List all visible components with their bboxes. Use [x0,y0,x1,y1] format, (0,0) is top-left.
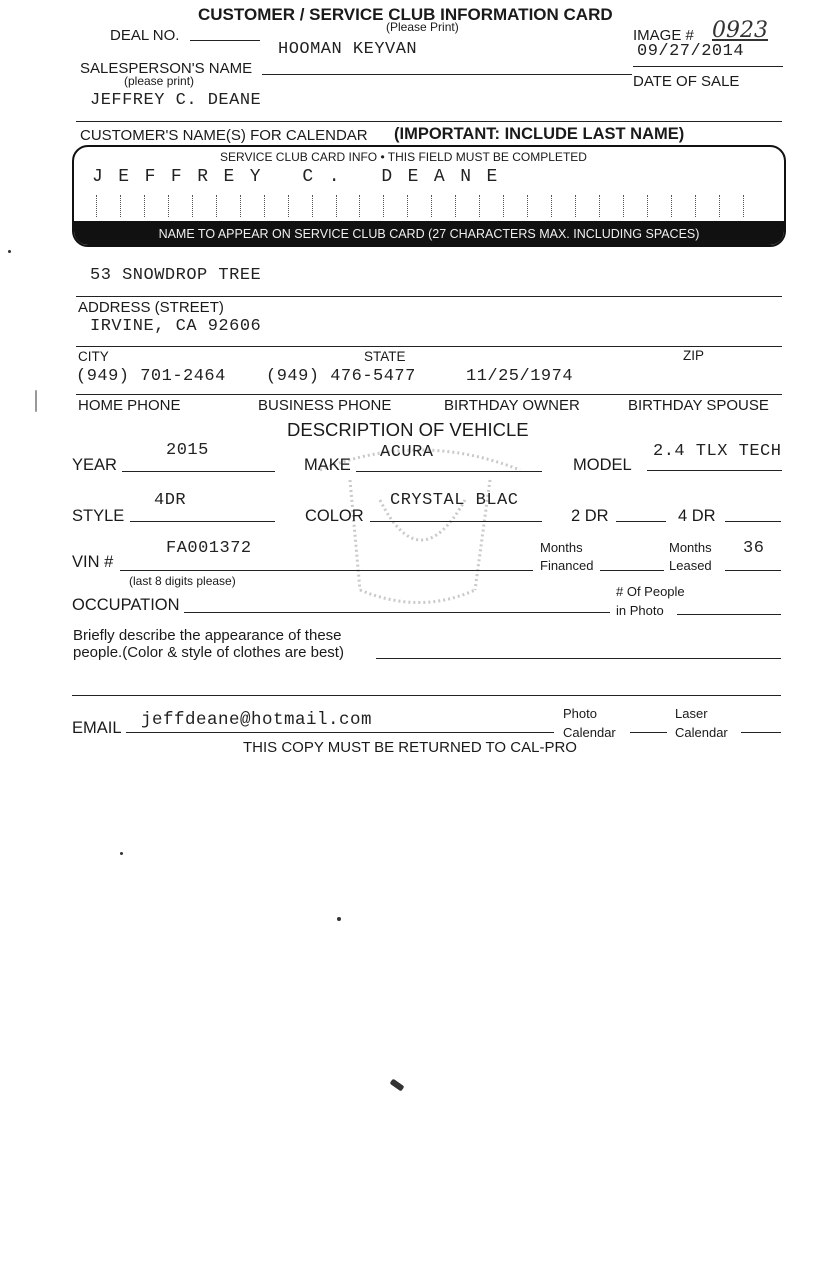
salesperson-value: HOOMAN KEYVAN [278,40,418,59]
customer-name-value: JEFFREY C. DEANE [90,91,262,110]
make-line [356,471,542,472]
email-line [126,732,554,733]
service-club-name-value: JEFFREY C. DEANE [92,167,513,187]
leased-label: Leased [669,558,712,573]
people-in-photo-label-bottom: in Photo [616,603,664,618]
birthday-owner-label: BIRTHDAY OWNER [444,397,580,414]
home-phone-label: HOME PHONE [78,397,181,414]
style-label: STYLE [72,507,125,525]
year-value: 2015 [166,441,209,460]
describe-line-2 [72,695,781,696]
birthday-spouse-label: BIRTHDAY SPOUSE [628,397,769,414]
business-phone-value: (949) 476-5477 [266,367,416,386]
customer-name-line [76,121,782,122]
service-club-header: SERVICE CLUB CARD INFO • THIS FIELD MUST BE COMPLETED [220,150,587,164]
four-door-line [725,521,781,522]
salesperson-label: SALESPERSON'S NAME [80,60,253,77]
image-number-value: 0923 [712,18,768,43]
city-label: CITY [78,349,109,364]
salesperson-line [262,74,632,75]
deal-no-line [190,40,260,41]
important-note: (IMPORTANT: INCLUDE LAST NAME) [394,125,685,143]
street-label: ADDRESS (STREET) [78,299,224,316]
birthday-owner-value: 11/25/1974 [466,367,574,386]
deal-no-label: DEAL NO. [110,27,180,44]
city-value: IRVINE, CA 92606 [90,317,262,336]
laser-calendar-label: Calendar [675,725,728,740]
service-club-footer: NAME TO APPEAR ON SERVICE CLUB CARD (27 CHARACTERS MAX. INCLUDING SPACES) [158,227,700,241]
four-door-label: 4 DR [678,507,716,525]
vin-label: VIN # [72,553,114,571]
two-door-label: 2 DR [571,507,609,525]
occupation-label: OCCUPATION [72,596,180,614]
date-of-sale-label: DATE OF SALE [633,73,740,90]
city-line [76,346,782,347]
home-phone-value: (949) 701-2464 [76,367,226,386]
date-line [633,66,783,67]
vehicle-section-title: DESCRIPTION OF VEHICLE [287,419,529,440]
scan-speck [390,1079,405,1092]
photo-calendar-label: Calendar [563,725,616,740]
color-label: COLOR [305,507,364,525]
model-value: 2.4 TLX TECH [653,442,782,461]
people-line [677,614,781,615]
card-title: CUSTOMER / SERVICE CLUB INFORMATION CARD [198,5,613,24]
describe-line-1 [376,658,781,659]
return-notice: THIS COPY MUST BE RETURNED TO CAL-PRO [243,739,577,756]
model-label: MODEL [573,456,632,474]
zip-label: ZIP [683,348,705,363]
color-value: CRYSTAL BLAC [390,491,519,510]
year-label: YEAR [72,456,117,474]
vin-line [120,570,533,571]
occupation-line [184,612,610,613]
email-label: EMAIL [72,719,122,737]
financed-line [600,570,664,571]
photo-calendar-line [630,732,667,733]
scan-speck [8,250,11,253]
phone-line [76,394,782,395]
vin-value: FA001372 [166,539,252,558]
business-phone-label: BUSINESS PHONE [258,397,392,414]
months-leased-label-top: Months [669,540,712,555]
image-number-label: IMAGE # [633,27,694,44]
year-line [122,471,275,472]
people-in-photo-label-top: # Of People [616,584,685,599]
leased-line [725,570,781,571]
make-label: MAKE [304,456,351,474]
salesperson-hint: (please print) [124,74,195,88]
state-label: STATE [364,349,406,364]
scan-speck [120,852,123,855]
describe-label-1: Briefly describe the appearance of these [73,627,342,644]
model-line [647,470,782,471]
style-line [130,521,275,522]
financed-label: Financed [540,558,594,573]
laser-label: Laser [675,706,708,721]
scan-speck [337,917,341,921]
please-print-note: (Please Print) [386,20,459,34]
style-value: 4DR [154,491,187,510]
service-club-box [72,145,786,247]
color-line [370,521,542,522]
laser-calendar-line [741,732,781,733]
street-line [76,296,782,297]
leased-value: 36 [743,539,765,558]
make-value: ACURA [380,443,434,462]
character-ticks [96,195,744,217]
calendar-name-label: CUSTOMER'S NAME(S) FOR CALENDAR [80,127,368,144]
two-door-line [616,521,666,522]
date-of-sale-value: 09/27/2014 [637,42,745,61]
describe-label-2: people.(Color & style of clothes are best) [73,644,344,661]
scan-speck [35,390,37,412]
street-value: 53 SNOWDROP TREE [90,266,262,285]
vin-hint: (last 8 digits please) [129,574,236,588]
photo-label: Photo [563,706,597,721]
months-financed-label-top: Months [540,540,583,555]
email-value: jeffdeane@hotmail.com [141,710,373,730]
